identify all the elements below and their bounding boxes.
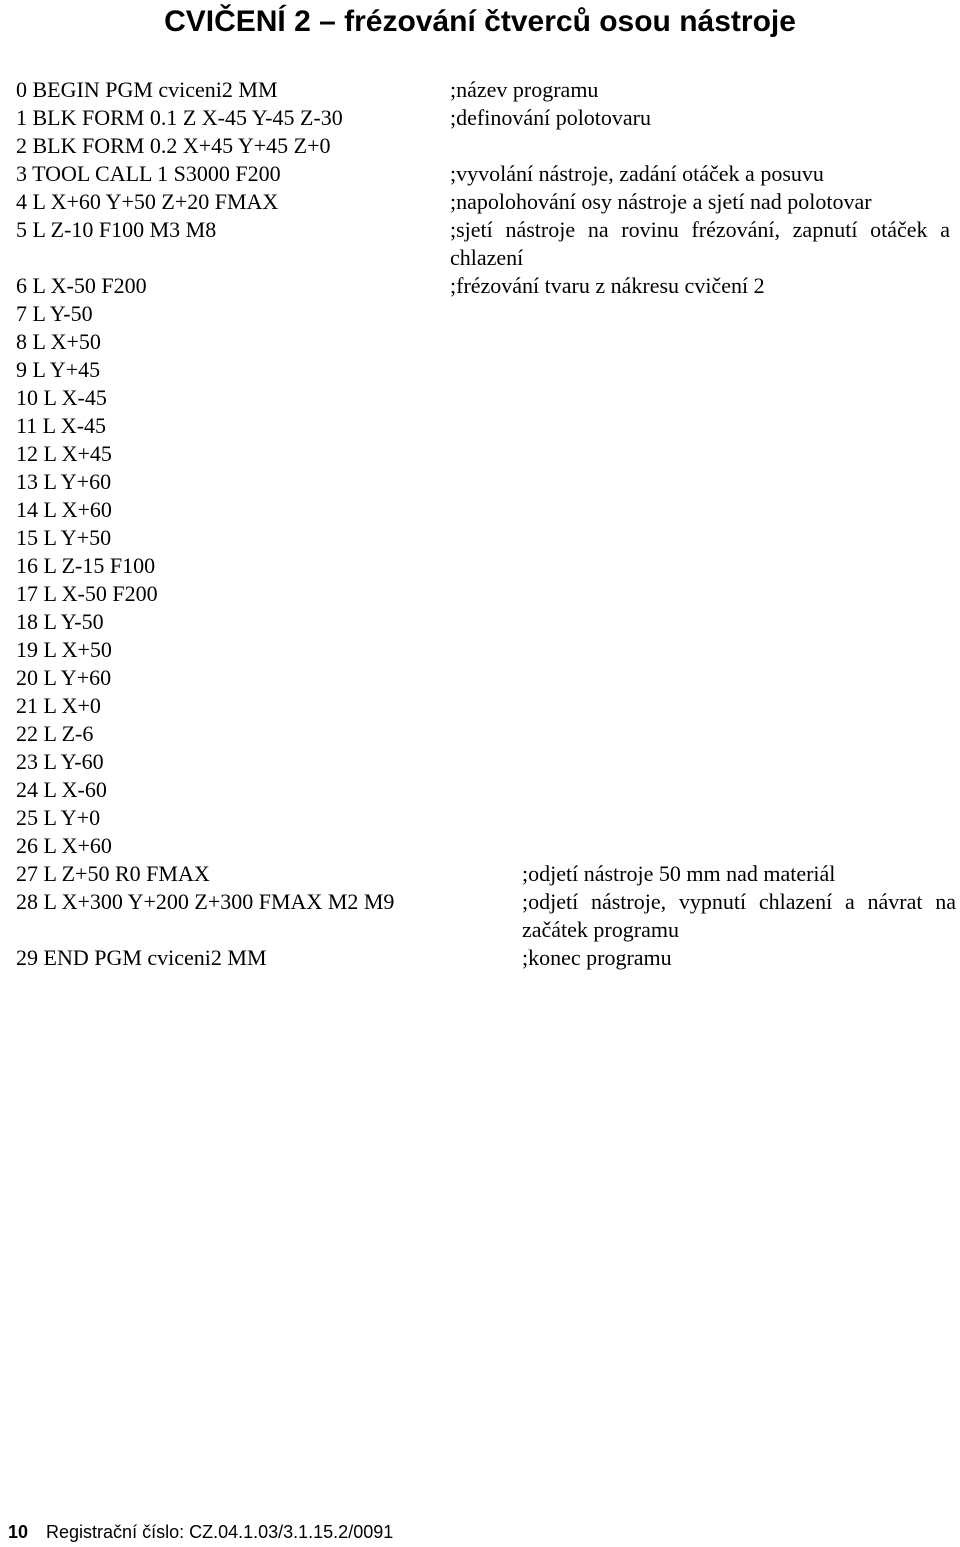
program-line — [0, 580, 960, 608]
program-line — [0, 608, 960, 636]
program-line-code: 10 L X-45 — [16, 385, 107, 410]
program-line — [0, 356, 960, 384]
program-line-comment: ;definování polotovaru — [450, 105, 652, 130]
program-line — [0, 636, 960, 664]
program-line-comment: ;frézování tvaru z nákresu cvičení 2 — [450, 273, 765, 298]
program-line-code: 7 L Y-50 — [16, 301, 93, 326]
program-line-code: 5 L Z-10 F100 M3 M8 — [16, 217, 217, 242]
program-line — [0, 300, 960, 328]
program-line-code: 12 L X+45 — [16, 441, 112, 466]
program-line — [0, 132, 960, 160]
program-line — [0, 496, 960, 524]
program-line-code: 24 L X-60 — [16, 777, 107, 802]
program-line — [0, 692, 960, 720]
program-line — [0, 440, 960, 468]
program-line-code: 21 L X+0 — [16, 693, 101, 718]
program-line — [0, 860, 960, 888]
program-line-code: 0 BEGIN PGM cviceni2 MM — [16, 77, 278, 102]
program-line — [0, 216, 960, 272]
program-line — [0, 664, 960, 692]
program-line-code: 14 L X+60 — [16, 497, 112, 522]
program-line — [0, 944, 960, 972]
program-line — [0, 328, 960, 356]
program-line-code: 1 BLK FORM 0.1 Z X-45 Y-45 Z-30 — [16, 105, 343, 130]
program-line-code: 29 END PGM cviceni2 MM — [16, 945, 267, 970]
program-line — [0, 384, 960, 412]
program-line — [0, 160, 960, 188]
program-line — [0, 524, 960, 552]
nc-program-listing — [0, 76, 960, 972]
program-line-code: 22 L Z-6 — [16, 721, 94, 746]
program-line — [0, 832, 960, 860]
program-line-code: 28 L X+300 Y+200 Z+300 FMAX M2 M9 — [16, 889, 395, 914]
program-line-comment: ;název programu — [450, 77, 599, 102]
program-line-comment: ;odjetí nástroje 50 mm nad materiál — [522, 861, 836, 886]
program-line-code: 13 L Y+60 — [16, 469, 112, 494]
program-line — [0, 552, 960, 580]
program-line — [0, 720, 960, 748]
program-line-code: 2 BLK FORM 0.2 X+45 Y+45 Z+0 — [16, 133, 331, 158]
program-line — [0, 888, 960, 944]
program-line-code: 17 L X-50 F200 — [16, 581, 158, 606]
program-line-code: 15 L Y+50 — [16, 525, 112, 550]
program-line-comment: ;vyvolání nástroje, zadání otáček a posuvu — [450, 161, 824, 186]
program-line-code: 23 L Y-60 — [16, 749, 104, 774]
program-line — [0, 776, 960, 804]
program-line — [0, 188, 960, 216]
program-line — [0, 804, 960, 832]
page-footer — [8, 1520, 393, 1544]
program-line — [0, 412, 960, 440]
program-line — [0, 104, 960, 132]
program-line-code: 9 L Y+45 — [16, 357, 101, 382]
program-line — [0, 76, 960, 104]
program-line — [0, 272, 960, 300]
program-line-comment: ;sjetí nástroje na rovinu frézování, zapnutí otáček a chlazení — [450, 217, 950, 270]
program-line-code: 16 L Z-15 F100 — [16, 553, 156, 578]
program-line-code: 19 L X+50 — [16, 637, 112, 662]
program-line-code: 4 L X+60 Y+50 Z+20 FMAX — [16, 189, 279, 214]
program-line-code: 6 L X-50 F200 — [16, 273, 147, 298]
program-line-comment: ;odjetí nástroje, vypnutí chlazení a návrat na začátek programu — [522, 889, 956, 942]
page-number: 10 — [8, 1522, 29, 1542]
program-line-code: 20 L Y+60 — [16, 665, 112, 690]
program-line-comment: ;napolohování osy nástroje a sjetí nad polotovar — [450, 189, 872, 214]
program-line — [0, 748, 960, 776]
page-title: CVIČENÍ 2 – frézování čtverců osou nástroje — [164, 5, 796, 38]
program-line-code: 25 L Y+0 — [16, 805, 101, 830]
program-line-code: 27 L Z+50 R0 FMAX — [16, 861, 210, 886]
program-line-comment: ;konec programu — [522, 945, 672, 970]
program-line — [0, 468, 960, 496]
program-line-code: 3 TOOL CALL 1 S3000 F200 — [16, 161, 281, 186]
program-line-code: 18 L Y-50 — [16, 609, 104, 634]
program-line-code: 11 L X-45 — [16, 413, 107, 438]
program-line-code: 8 L X+50 — [16, 329, 101, 354]
program-line-code: 26 L X+60 — [16, 833, 112, 858]
registration-number: Registrační číslo: CZ.04.1.03/3.1.15.2/0091 — [46, 1522, 394, 1542]
